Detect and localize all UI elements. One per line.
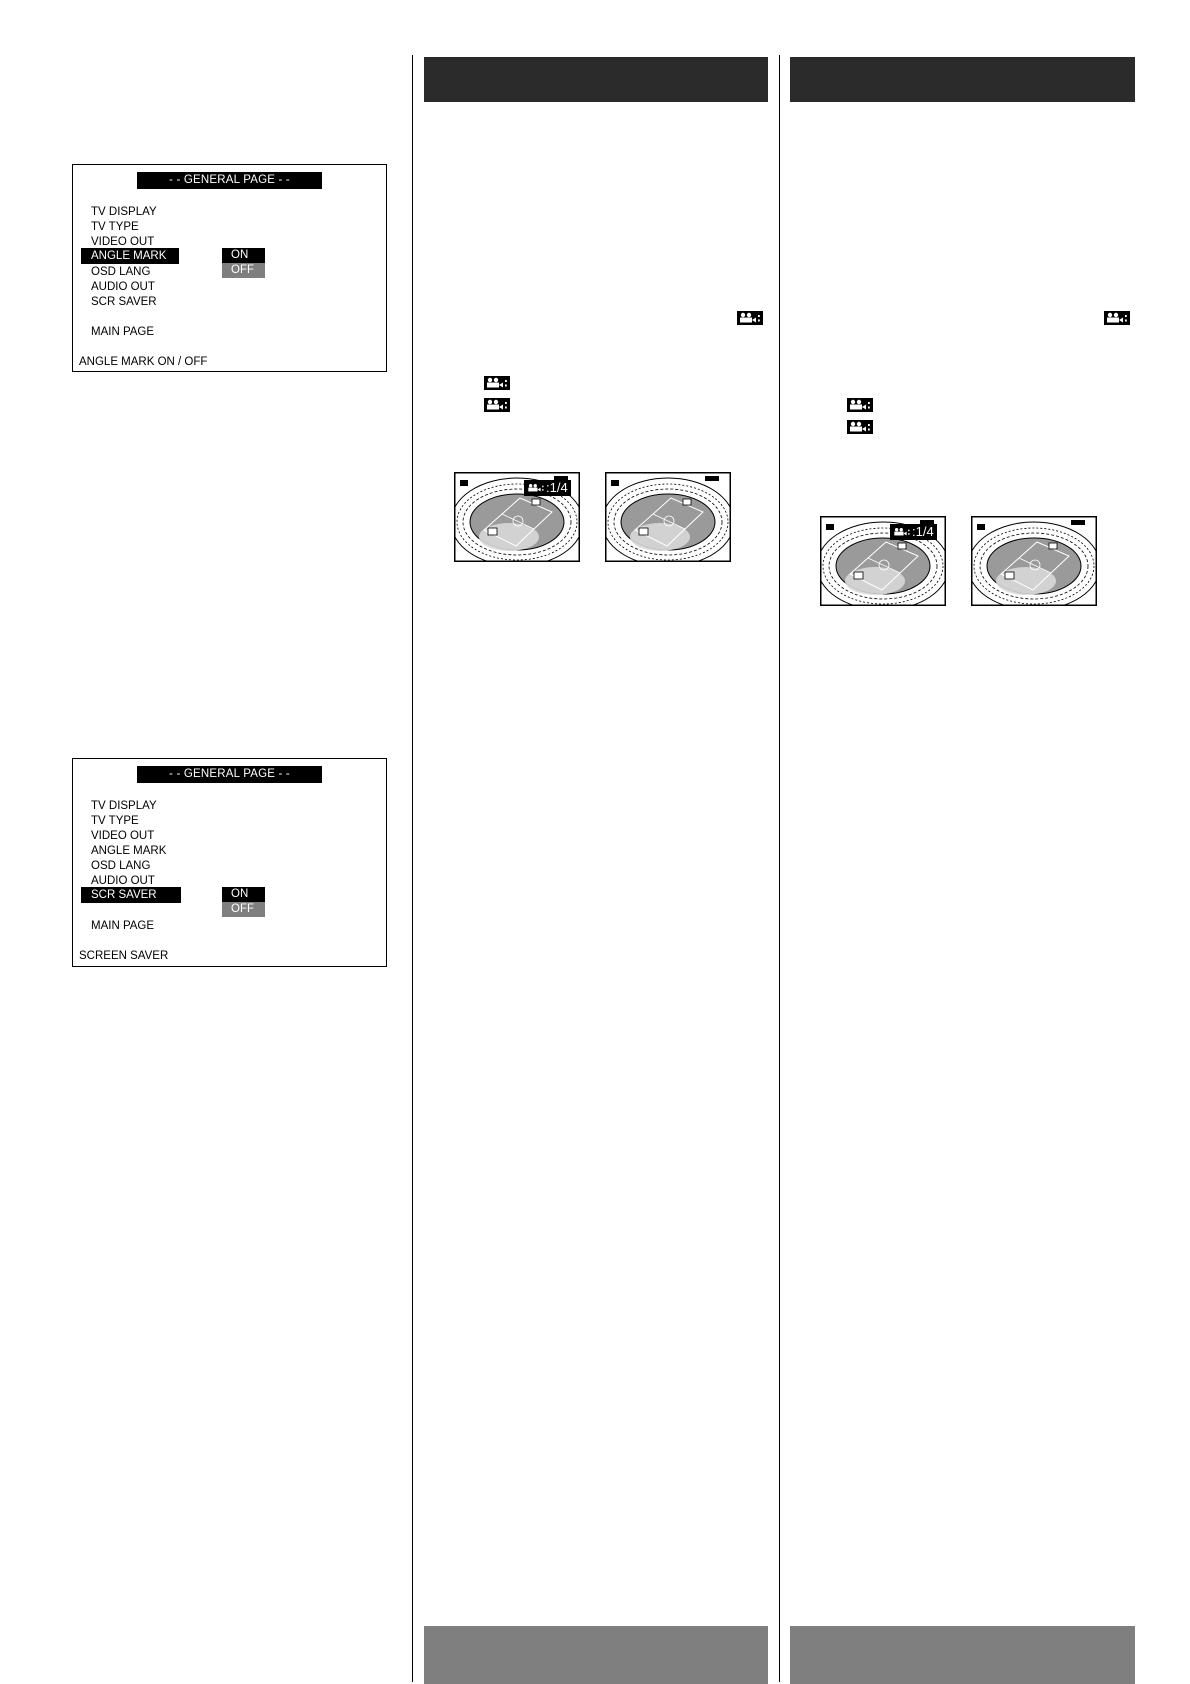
menu-item-tv-display[interactable]: TV DISPLAY [91, 206, 157, 218]
angle-indicator-label: :1/4 [912, 524, 934, 539]
osd-menu-angle-mark [72, 164, 387, 372]
menu-item-tv-display[interactable]: TV DISPLAY [91, 800, 157, 812]
menu-item-video-out[interactable]: VIDEO OUT [91, 830, 155, 842]
footer-bar-middle [424, 1626, 768, 1684]
stadium-image-with-angle [820, 516, 946, 606]
angle-indicator-label: :1/4 [546, 480, 568, 495]
column-divider-left [412, 55, 413, 1682]
camera-angle-icon [737, 311, 763, 325]
menu-footer: SCREEN SAVER [79, 950, 169, 962]
camera-angle-icon [484, 376, 510, 390]
option-on[interactable]: ON [222, 887, 265, 902]
option-on[interactable]: ON [222, 248, 265, 263]
header-bar-middle [424, 57, 768, 102]
menu-item-tv-type[interactable]: TV TYPE [91, 815, 139, 827]
menu-item-angle-mark[interactable]: ANGLE MARK [81, 248, 179, 264]
menu-item-main-page[interactable]: MAIN PAGE [91, 920, 155, 932]
stadium-image-without-angle [971, 516, 1097, 606]
camera-angle-icon [1104, 311, 1130, 325]
menu-item-osd-lang[interactable]: OSD LANG [91, 860, 151, 872]
option-off[interactable]: OFF [222, 902, 265, 917]
header-bar-right [790, 57, 1135, 102]
menu-item-scr-saver[interactable]: SCR SAVER [91, 296, 157, 308]
camera-angle-icon [526, 481, 546, 495]
stadium-image-without-angle [605, 472, 731, 562]
menu-item-angle-mark[interactable]: ANGLE MARK [91, 845, 167, 857]
menu-item-osd-lang[interactable]: OSD LANG [91, 266, 151, 278]
option-off[interactable]: OFF [222, 263, 265, 278]
menu-title: - - GENERAL PAGE - - [137, 172, 322, 189]
camera-angle-icon [847, 398, 873, 412]
column-divider-right [779, 55, 780, 1682]
stadium-image-with-angle [454, 472, 580, 562]
menu-footer: ANGLE MARK ON / OFF [79, 356, 208, 368]
camera-angle-icon [847, 420, 873, 434]
osd-menu-screen-saver [72, 758, 387, 967]
menu-item-audio-out[interactable]: AUDIO OUT [91, 281, 155, 293]
menu-item-scr-saver[interactable]: SCR SAVER [81, 887, 181, 903]
menu-item-video-out[interactable]: VIDEO OUT [91, 236, 155, 248]
menu-item-main-page[interactable]: MAIN PAGE [91, 326, 155, 338]
camera-angle-icon [484, 398, 510, 412]
menu-item-tv-type[interactable]: TV TYPE [91, 221, 139, 233]
angle-indicator [890, 524, 937, 540]
footer-bar-right [790, 1626, 1135, 1684]
angle-indicator [524, 480, 571, 496]
menu-item-audio-out[interactable]: AUDIO OUT [91, 875, 155, 887]
menu-title: - - GENERAL PAGE - - [137, 766, 322, 783]
camera-angle-icon [892, 525, 912, 539]
